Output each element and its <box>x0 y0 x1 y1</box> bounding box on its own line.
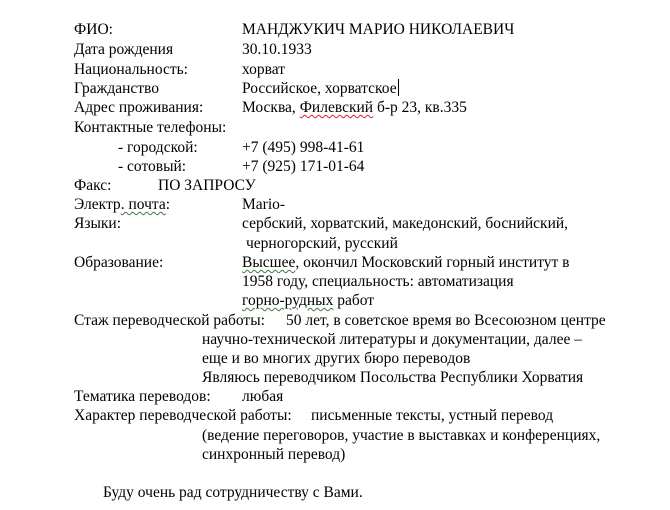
email-label-c: : <box>165 196 171 213</box>
education-line-1 <box>242 253 570 273</box>
education-line-3-rest: работ <box>333 292 375 309</box>
education-line-1-rest: , окончил Московский горный институт в <box>295 254 570 271</box>
mobile-phone-label: - сотовый: <box>118 158 187 175</box>
birth-label: Дата рождения <box>74 41 174 58</box>
address-value <box>242 98 467 118</box>
education-line-2: 1958 году, специальность: автоматизация <box>242 273 514 290</box>
fio-label: ФИО: <box>74 21 113 38</box>
email-label-a: Электр <box>74 196 121 213</box>
experience-line-4: Являюсь переводчиком Посольства Республики Хорватия <box>202 369 584 386</box>
topics-value: любая <box>242 388 284 405</box>
experience-line-3: еще и во многих других бюро переводов <box>202 350 471 367</box>
languages-line-2: черногорский, русский <box>246 235 398 252</box>
education-label: Образование: <box>74 254 164 271</box>
nationality-label: Национальность: <box>74 61 188 78</box>
fax-label: Факс: <box>74 177 112 194</box>
citizenship-value <box>242 79 399 99</box>
languages-line-1: сербский, хорватский, македонский, боснийский, <box>242 215 569 232</box>
experience-line-1: 50 лет, в советское время во Всесоюзном центре <box>286 312 606 329</box>
education-mining: горно-рудных <box>242 292 334 309</box>
address-label: Адрес проживания: <box>74 99 204 116</box>
email-label-b: . почта <box>120 196 166 213</box>
experience-line-2: научно-технической литературы и документации, далее – <box>202 331 582 348</box>
email-value: Mario- <box>242 196 286 213</box>
home-phone-label: - городской: <box>118 139 198 156</box>
character-label: Характер переводческой работы: <box>74 407 292 424</box>
address-part-a: Москва, <box>242 99 300 116</box>
nationality-value: хорват <box>242 61 286 78</box>
address-part-c: б-р 23, кв.335 <box>373 99 467 116</box>
home-phone-value: +7 (495) 998-41-61 <box>242 139 365 156</box>
mobile-phone-value: +7 (925) 171-01-64 <box>242 158 365 175</box>
education-line-3 <box>242 291 374 311</box>
address-street: Филевский <box>299 99 374 116</box>
birth-value: 30.10.1933 <box>242 41 312 58</box>
topics-label: Тематика переводов: <box>74 388 211 405</box>
character-line-3: синхронный перевод) <box>202 446 346 463</box>
citizenship-label: Гражданство <box>74 80 160 97</box>
character-line-2: (ведение переговоров, участие в выставках и конференциях, <box>202 427 601 444</box>
fax-value: ПО ЗАПРОСУ <box>158 177 256 194</box>
citizenship-text: Российское, хорватское <box>242 80 397 97</box>
character-value: письменные тексты, устный перевод <box>311 407 554 424</box>
email-label <box>74 195 170 215</box>
fio-value: МАНДЖУКИЧ МАРИО НИКОЛАЕВИЧ <box>242 21 515 38</box>
education-degree: Высшее <box>242 254 296 271</box>
phones-label: Контактные телефоны: <box>74 119 227 136</box>
text-cursor <box>398 79 399 96</box>
languages-label: Языки: <box>74 215 122 232</box>
closing-line: Буду очень рад сотрудничеству с Вами. <box>103 484 363 501</box>
experience-label: Стаж переводческой работы: <box>74 312 265 329</box>
